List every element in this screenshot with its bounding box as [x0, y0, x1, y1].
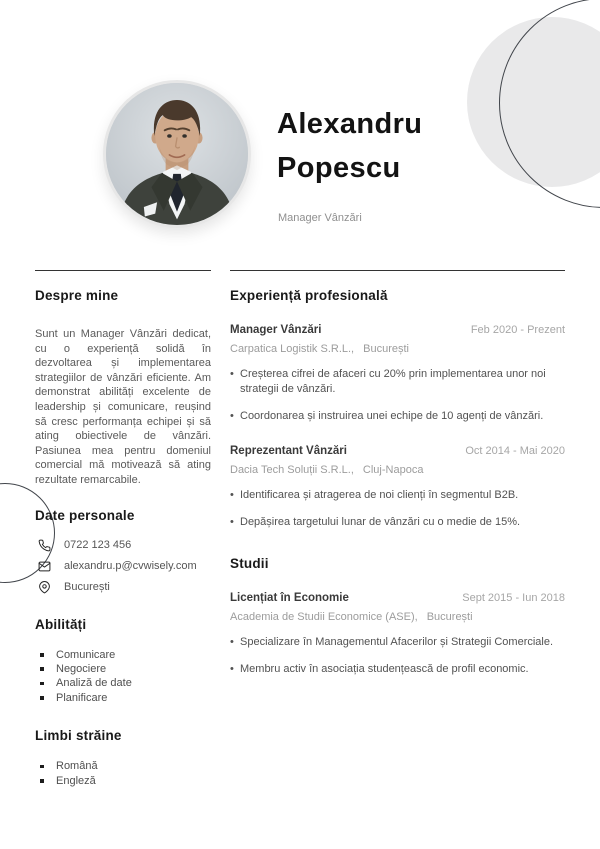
skills-heading: Abilități [35, 616, 87, 632]
education-bullet: • Membru activ în asociația studențească de profil economic. [230, 662, 565, 677]
job-date-range: Oct 2014 - Mai 2020 [465, 445, 565, 457]
left-column [35, 270, 211, 788]
person-name [277, 102, 422, 190]
experience-heading: Experiență profesională [230, 288, 388, 303]
experience-entry-header [230, 445, 565, 457]
language-item: Engleză [35, 774, 211, 788]
contact-row-email [35, 560, 211, 573]
email-value: alexandru.p@cvwisely.com [64, 560, 197, 573]
job-company-line [230, 343, 565, 355]
job-title-text: Reprezentant Vânzări [230, 445, 347, 457]
education-bullet: • Specializare în Managementul Afacerilor și Strategii Comerciale. [230, 635, 565, 650]
languages-heading: Limbi străine [35, 728, 122, 744]
phone-value: 0722 123 456 [64, 539, 132, 552]
education-entry [230, 592, 565, 677]
job-company: Dacia Tech Soluții S.R.L., [230, 464, 354, 476]
experience-entry-header [230, 324, 565, 336]
right-column [230, 270, 565, 677]
skill-item: Analiză de date [35, 676, 211, 690]
job-date-range: Feb 2020 - Prezent [470, 324, 565, 336]
education-entry-header [230, 592, 565, 604]
person-job-title: Manager Vânzări [278, 212, 362, 224]
location-icon [38, 581, 51, 594]
job-bullet: • Identificarea și atragerea de noi clienți în segmentul B2B. [230, 488, 565, 503]
contact-row-location [35, 581, 211, 594]
job-bullet: • Depășirea targetului lunar de vânzări cu o medie de 15%. [230, 515, 565, 530]
skill-item: Negociere [35, 662, 211, 676]
contact-row-phone [35, 539, 211, 552]
contact-list [35, 539, 211, 594]
about-heading: Despre mine [35, 288, 119, 303]
language-item: Română [35, 759, 211, 773]
job-city: București [363, 343, 409, 355]
job-bullet: • Coordonarea și instruirea unei echipe de 10 agenți de vânzări. [230, 409, 565, 424]
skill-item: Comunicare [35, 648, 211, 662]
school-name: Academia de Studii Economice (ASE), [230, 611, 418, 623]
degree-title: Licențiat în Economie [230, 592, 349, 604]
email-icon [38, 560, 51, 573]
profile-photo [103, 80, 251, 228]
job-company-line [230, 464, 565, 476]
first-name: Alexandru [277, 108, 423, 140]
personal-heading: Date personale [35, 507, 135, 523]
about-text: Sunt un Manager Vânzări dedicat, cu o experiență solidă în dezvoltarea și implementarea strategiilor de vânzări eficiente. Am demonstrat abilități excelente de leadership și comunicare, reușind să cresc performanța echipei și să ating obiectivele de vânzări. Pasiunea mea pentru domeniul comercial mă motivează să ating rezultate remarcabile. [35, 328, 211, 486]
school-city: București [426, 611, 473, 623]
location-value: București [64, 581, 110, 594]
last-name: Popescu [277, 152, 401, 184]
experience-entry [230, 445, 565, 530]
job-bullet: • Creșterea cifrei de afaceri cu 20% prin implementarea unor noi strategii de vânzări. [230, 367, 565, 397]
skills-list [35, 648, 211, 706]
job-company: Carpatica Logistik S.R.L., [230, 343, 355, 355]
education-heading: Studii [230, 556, 269, 571]
skill-item: Planificare [35, 691, 211, 705]
job-city: Cluj-Napoca [362, 464, 424, 476]
job-title-text: Manager Vânzări [230, 324, 322, 336]
experience-entry [230, 324, 565, 424]
school-line [230, 611, 565, 623]
languages-list [35, 759, 211, 788]
portrait-illustration [106, 83, 248, 225]
degree-date-range: Sept 2015 - Iun 2018 [462, 592, 565, 604]
phone-icon [38, 539, 51, 552]
